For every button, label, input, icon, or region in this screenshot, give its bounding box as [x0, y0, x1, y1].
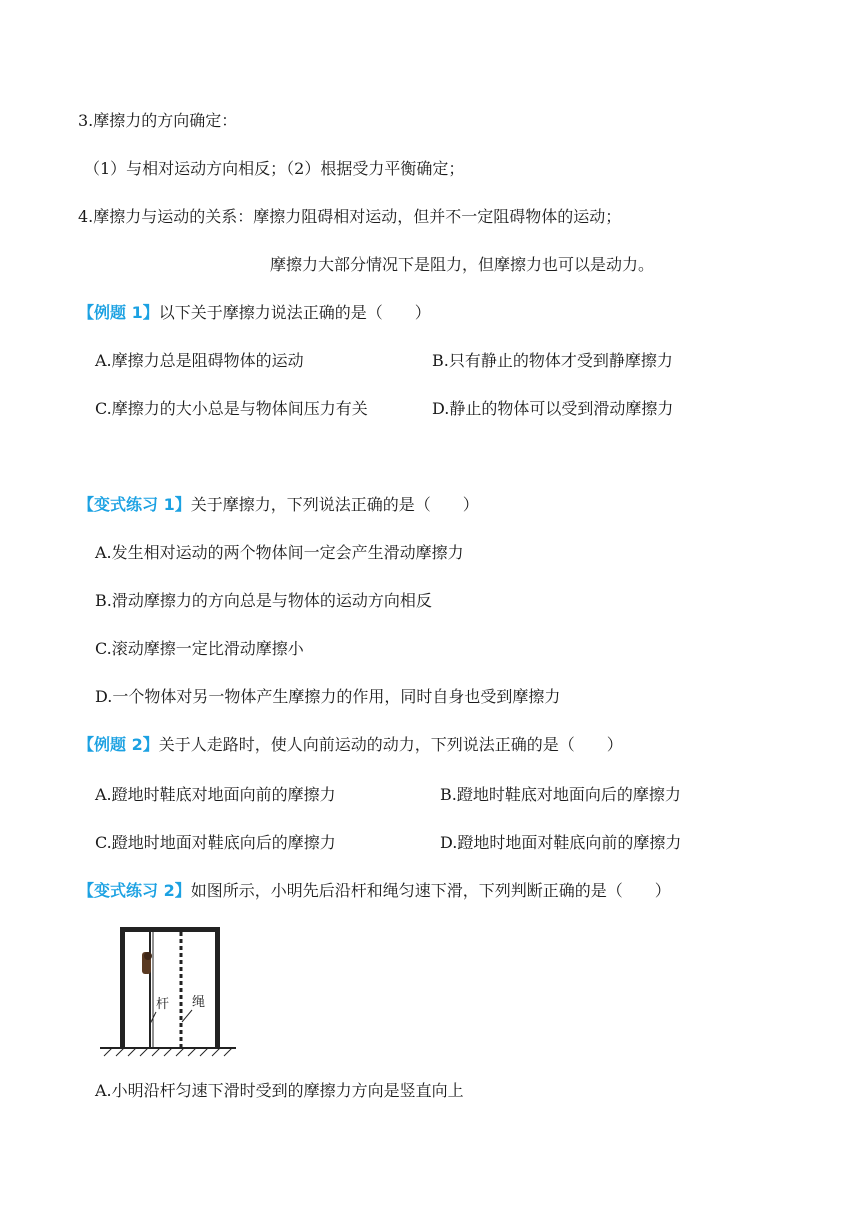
- practice-1-text: 关于摩擦力，下列说法正确的是（ ）: [190, 495, 479, 514]
- example-1-option-a: A.摩擦力总是阻碍物体的运动: [95, 351, 304, 370]
- practice-1-option-a: A.发生相对运动的两个物体间一定会产生滑动摩擦力: [95, 543, 464, 562]
- practice-2-option-a: A.小明沿杆匀速下滑时受到的摩擦力方向是竖直向上: [95, 1081, 464, 1100]
- example-2-option-c: C.蹬地时地面对鞋底向后的摩擦力: [95, 833, 336, 852]
- section-3-title: 3.摩擦力的方向确定：: [78, 111, 238, 130]
- pole-rope-diagram: [98, 920, 238, 1060]
- example-1-text: 以下关于摩擦力说法正确的是（ ）: [158, 303, 431, 322]
- frame-left-post: [120, 927, 125, 1048]
- example-1-option-b: B.只有静止的物体才受到静摩擦力: [432, 351, 673, 370]
- example-2-option-b: B.蹬地时鞋底对地面向后的摩擦力: [440, 785, 681, 804]
- frame-right-post: [215, 927, 220, 1048]
- example-2-option-d: D.蹬地时地面对鞋底向前的摩擦力: [440, 833, 682, 852]
- example-1-tag: 【例题 1】: [78, 303, 159, 322]
- frame-top-beam: [120, 927, 220, 932]
- practice-2-tag: 【变式练习 2】: [78, 881, 191, 900]
- pole-rope-figure: [98, 920, 238, 1064]
- example-1-option-c: C.摩擦力的大小总是与物体间压力有关: [95, 399, 368, 418]
- example-2-option-a: A.蹬地时鞋底对地面向前的摩擦力: [95, 785, 336, 804]
- practice-2-question: [78, 880, 671, 902]
- practice-1-option-b: B.滑动摩擦力的方向总是与物体的运动方向相反: [95, 591, 432, 610]
- section-4-title: 4.摩擦力与运动的关系：摩擦力阻碍相对运动，但并不一定阻碍物体的运动；: [78, 207, 622, 226]
- practice-1-option-d: D.一个物体对另一物体产生摩擦力的作用，同时自身也受到摩擦力: [95, 687, 561, 706]
- section-3-text: （1）与相对运动方向相反；（2）根据受力平衡确定；: [84, 159, 465, 178]
- rope-label: 绳: [192, 995, 206, 1010]
- example-1-question: [78, 302, 431, 324]
- practice-1-option-c: C.滚动摩擦一定比滑动摩擦小: [95, 639, 304, 658]
- rope-label-pointer: [182, 1010, 192, 1022]
- practice-2-text: 如图所示，小明先后沿杆和绳匀速下滑，下列判断正确的是（ ）: [190, 881, 671, 900]
- example-2-question: [78, 734, 623, 756]
- pole-label: 杆: [156, 997, 170, 1012]
- example-1-option-d: D.静止的物体可以受到滑动摩擦力: [432, 399, 674, 418]
- section-4-text: 摩擦力大部分情况下是阻力，但摩擦力也可以是动力。: [270, 255, 655, 274]
- ground-hatching: [104, 1048, 232, 1056]
- example-2-tag: 【例题 2】: [78, 735, 159, 754]
- practice-1-question: [78, 494, 479, 516]
- person-icon: [142, 952, 152, 974]
- example-2-text: 关于人走路时，使人向前运动的动力，下列说法正确的是（ ）: [158, 735, 623, 754]
- practice-1-tag: 【变式练习 1】: [78, 495, 191, 514]
